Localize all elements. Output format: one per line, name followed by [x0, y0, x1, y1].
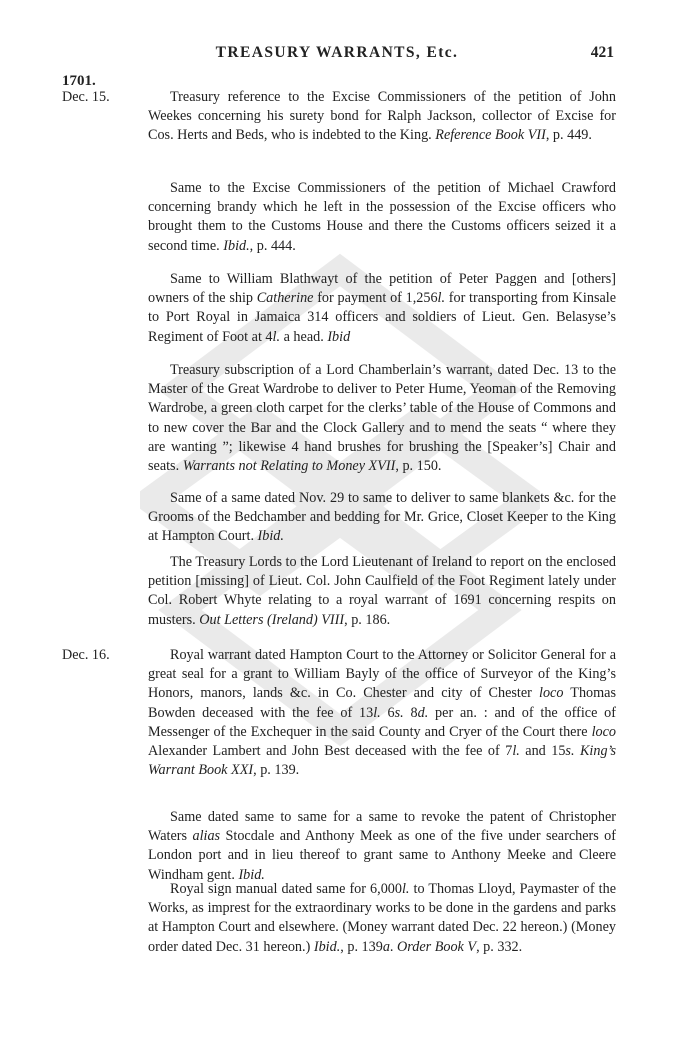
entry-text: , p. 186. — [344, 611, 391, 628]
entry-text: , p. 332. — [476, 938, 523, 955]
citation-italic-text: loco — [539, 685, 564, 702]
entry-text: Treasury subscription of a Lord Chamberlain’s warrant, dated Dec. 13 to the Master of the Great Wardrobe to deliver to Peter Hume, Yeoman of the Removing Wardrobe, a green cloth carpet for the clerks’ table of the House of Commons and to new cover the Bar and the Clock Gallery and to mend the seats “ where they are wanting ”; likewise 4 hand brushes for brushing the [Speaker’s] Chair and seats. — [148, 362, 616, 475]
citation-italic-text: Reference Book VII — [435, 127, 546, 144]
citation-italic-text: Warrants not Relating to Money XVII — [182, 458, 396, 475]
entry-text: for transporting from Kinsale to Port Royal in Jamaica 314 officers and soldiers of Lieut. Gen. Belasyse’s Regiment of Foot at 4 — [148, 290, 617, 345]
running-head — [60, 44, 614, 66]
citation-italic-text: Ibid. — [238, 866, 265, 883]
entry — [148, 270, 616, 347]
citation-italic-text: a — [382, 938, 390, 955]
entry-text: for payment of 1,256 — [313, 290, 438, 307]
citation-italic-text: l. — [437, 290, 446, 307]
entry-text: Royal warrant dated Hampton Court to the Attorney or Solicitor General for a great seal for a grant to William Bayly of the office of Surveyor of the King’s Honors, manors, lands &c. in Co. Chester and city of Chester — [148, 647, 616, 702]
citation-italic-text: King’s Warrant Book XXI — [148, 743, 616, 779]
entry-text: Alexander Lambert and John Best deceased with the fee of 7 — [148, 743, 513, 760]
citation-italic-text: l. — [401, 881, 410, 897]
entry — [148, 179, 616, 256]
page-number: 421 — [590, 44, 614, 61]
citation-italic-text: loco — [591, 723, 616, 740]
citation-italic-text: Catherine — [256, 290, 314, 307]
citation-italic-text: Order Book V — [397, 938, 477, 955]
entry-text: , p. 444. — [249, 237, 296, 254]
entry-text: Stocdale and Anthony Meek as one of the five under searchers of London port and in lieu thereof to grant same to Anthony Meeke and Cleere Windham gent. — [148, 828, 617, 883]
citation-italic-text: l. — [512, 743, 520, 760]
citation-italic-text: Ibid. — [313, 938, 341, 955]
citation-italic-text: alias — [192, 828, 221, 845]
entry-text: Treasury reference to the Excise Commissioners of the petition of John Weekes concerning his surety bond for Ralph Jackson, collector of Excise for Cos. Herts and Beds, who is indebted to the King. — [148, 89, 616, 144]
entry-text: Thomas Bowden deceased with the fee of 13 — [148, 685, 616, 721]
entry — [148, 880, 616, 957]
entry-text: Same of a same dated Nov. 29 to same to deliver to same blankets &c. for the Grooms of the Bedchamber and bedding for Mr. Grice, Closet Keeper to the King at Hampton Court. — [148, 490, 616, 545]
entry — [148, 808, 616, 885]
entry-text: Same to William Blathwayt of the petition of Peter Paggen and [others] owners of the ship — [148, 271, 616, 307]
entry-text: 8 — [403, 704, 418, 721]
citation-italic-text: s. — [394, 704, 404, 721]
entry — [148, 489, 616, 547]
entry-text: . — [389, 938, 397, 955]
entry-text: , p. 150. — [395, 458, 442, 475]
entry-text: , p. 139. — [253, 762, 300, 779]
margin-date: Dec. 16. — [62, 647, 110, 663]
entry-text: Royal sign manual dated same for 6,000 — [170, 881, 402, 897]
citation-italic-text: Ibid — [327, 328, 351, 345]
citation-italic-text: l. — [272, 328, 281, 345]
entry-text: 6 — [380, 704, 395, 721]
entry — [148, 361, 616, 476]
citation-italic-text: Ibid. — [223, 237, 250, 254]
margin-date: Dec. 15. — [62, 89, 110, 105]
entry — [148, 646, 616, 780]
citation-italic-text: Ibid. — [257, 528, 284, 545]
entry-text: The Treasury Lords to the Lord Lieutenant of Ireland to report on the enclosed petition [missing] of Lieut. Col. John Caulfield of the Foot Regiment lately under Col. Robert Whyte relating to a royal warrant of 1691 concerning respits on musters. — [148, 554, 616, 628]
running-title: TREASURY WARRANTS, Etc. — [215, 44, 459, 61]
citation-italic-text: s. — [565, 743, 575, 760]
entry-text: to Thomas Lloyd, Paymaster of the Works, as imprest for the extraordinary works to be done in the gardens and parks at Hampton Court and elsewhere. (Money warrant dated Dec. 22 hereon.) (Money order dated Dec. 31 hereon.) — [148, 881, 616, 955]
entry-text: , p. 449. — [545, 127, 592, 144]
entry-text: and 15 — [519, 743, 566, 760]
citation-italic-text: Out Letters (Ireland) VIII — [199, 611, 345, 628]
entry-text: , p. 139 — [340, 938, 383, 955]
citation-italic-text: l. — [373, 704, 381, 721]
margin-year: 1701. — [62, 73, 96, 89]
entry-text: Same dated same to same for a same to revoke the patent of Christopher Waters — [148, 809, 616, 845]
entry — [148, 553, 616, 630]
entry-text: Same to the Excise Commissioners of the petition of Michael Crawford concerning brandy which he left in the possession of the Excise officers who brought them to the Customs House and there the Customs officers seized it a second time. — [148, 180, 616, 254]
entry — [148, 88, 616, 146]
citation-italic-text: d. — [417, 704, 429, 721]
entry-text: a head. — [280, 328, 328, 345]
entry-text: per an. : and of the office of Messenger of the Exchequer in the said County and Cryer of the Court there — [148, 704, 616, 740]
